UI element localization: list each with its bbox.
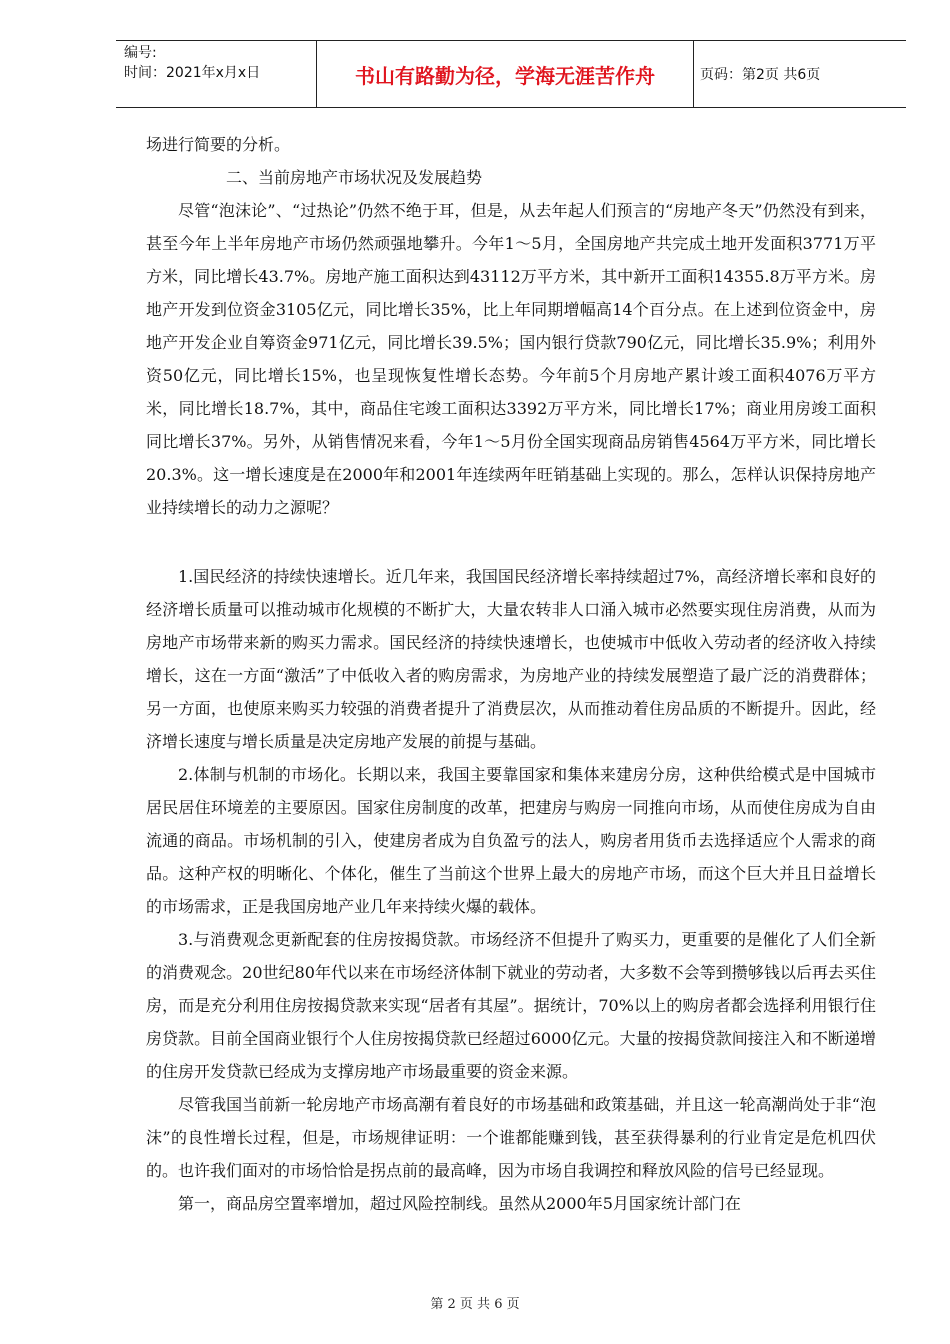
paragraph-continuation: 场进行简要的分析。 [146, 135, 291, 154]
header-page-number: 页码：第2页 共6页 [700, 67, 821, 83]
section-heading: 二、当前房地产市场状况及发展趋势 [226, 168, 483, 187]
page-header [116, 40, 906, 108]
paragraph: 尽管“泡沫论”、“过热论”仍然不绝于耳，但是，从去年起人们预言的“房地产冬天”仍然没有到来，甚至今年上半年房地产市场仍然顽强地攀升。今年1～5月，全国房地产共完成土地开发面积3771万平方米，同比增长43.7%。房地产施工面积达到43112万平方米，其中新开工面积14355.8万平方米。房地产开发到位资金3105亿元，同比增长35%，比上年同期增幅高14个百分点。在上述到位资金中，房地产开发企业自筹资金971亿元，同比增长39.5%；国内银行贷款790亿元，同比增长35.9%；利用外资50亿元，同比增长15%，也呈现恢复性增长态势。今年前5个月房地产累计竣工面积4076万平方米，同比增长18.7%，其中，商品住宅竣工面积达3392万平方米，同比增长17%；商业用房竣工面积同比增长37%。另外，从销售情况来看，今年1～5月份全国实现商品房销售4564万平方米，同比增长20.3%。这一增长速度是在2000年和2001年连续两年旺销基础上实现的。那么，怎样认识保持房地产业持续增长的动力之源呢？ [146, 201, 876, 517]
page-footer: 第 2 页 共 6 页 [430, 1297, 520, 1312]
header-motto: 书山有路勤为径，学海无涯苦作舟 [316, 41, 694, 107]
header-meta [124, 43, 314, 83]
paragraph: 尽管我国当前新一轮房地产市场高潮有着良好的市场基础和政策基础，并且这一轮高潮尚处于非“泡沫”的良性增长过程，但是，市场规律证明：一个谁都能赚到钱，甚至获得暴利的行业肯定是危机四伏的。也许我们面对的市场恰恰是拐点前的最高峰，因为市场自我调控和释放风险的信号已经显现。 [146, 1095, 876, 1180]
document-body [146, 128, 876, 1220]
document-time-label: 时间：2021年x月x日 [124, 65, 261, 81]
document-number-label: 编号: [124, 45, 157, 61]
paragraph: 2.体制与机制的市场化。长期以来，我国主要靠国家和集体来建房分房，这种供给模式是中国城市居民居住环境差的主要原因。国家住房制度的改革，把建房与购房一同推向市场，从而使住房成为自由流通的商品。市场机制的引入，使建房者成为自负盈亏的法人，购房者用货币去选择适应个人需求的商品。这种产权的明晰化、个体化，催生了当前这个世界上最大的房地产市场，而这个巨大并且日益增长的市场需求，正是我国房地产业几年来持续火爆的载体。 [146, 765, 876, 916]
paragraph: 3.与消费观念更新配套的住房按揭贷款。市场经济不但提升了购买力，更重要的是催化了人们全新的消费观念。20世纪80年代以来在市场经济体制下就业的劳动者，大多数不会等到攒够钱以后再去买住房，而是充分利用住房按揭贷款来实现“居者有其屋”。据统计，70%以上的购房者都会选择利用银行住房贷款。目前全国商业银行个人住房按揭贷款已经超过6000亿元。大量的按揭贷款间接注入和不断递增的住房开发贷款已经成为支撑房地产市场最重要的资金来源。 [146, 930, 876, 1081]
paragraph: 第一，商品房空置率增加，超过风险控制线。虽然从2000年5月国家统计部门在 [178, 1194, 741, 1213]
paragraph: 1.国民经济的持续快速增长。近几年来，我国国民经济增长率持续超过7%，高经济增长率和良好的经济增长质量可以推动城市化规模的不断扩大，大量农转非人口涌入城市必然要实现住房消费，从而为房地产市场带来新的购买力需求。国民经济的持续快速增长，也使城市中低收入劳动者的经济收入持续增长，这在一方面“激活”了中低收入者的购房需求，为房地产业的持续发展塑造了最广泛的消费群体；另一方面，也使原来购买力较强的消费者提升了消费层次，从而推动着住房品质的不断提升。因此，经济增长速度与增长质量是决定房地产发展的前提与基础。 [146, 567, 876, 751]
